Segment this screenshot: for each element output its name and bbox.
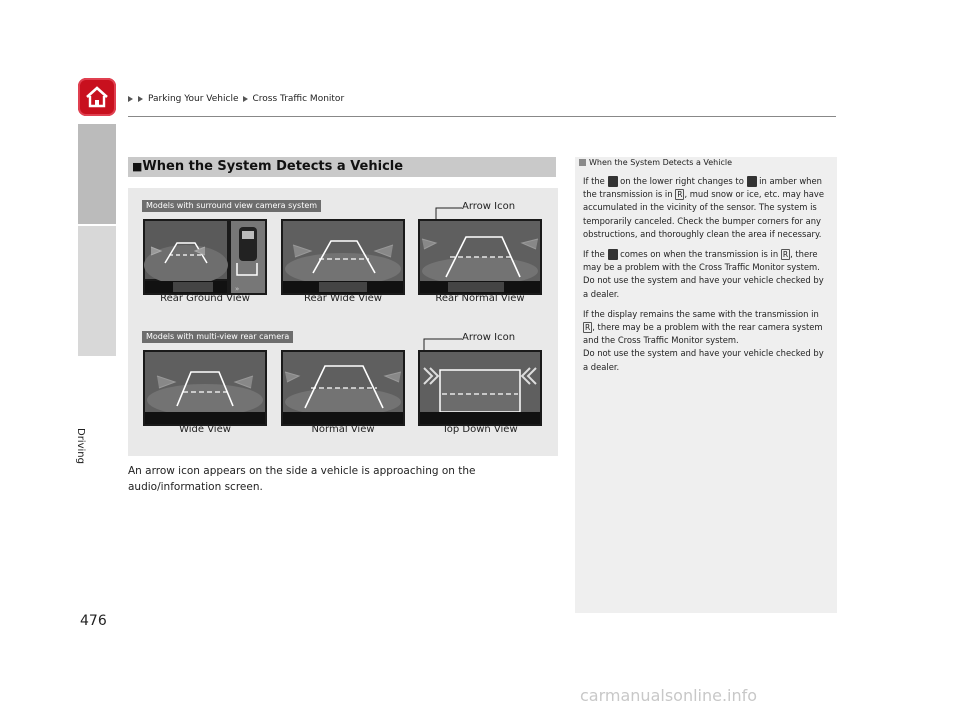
sidebar-section-label: Driving [75, 428, 86, 464]
note-heading-text: When the System Detects a Vehicle [589, 158, 733, 167]
section-heading: ■When the System Detects a Vehicle [128, 157, 556, 177]
view-label: Rear Ground View [160, 293, 250, 304]
note-text: If the [583, 249, 605, 260]
view-label: Top Down View [442, 424, 518, 435]
warning-indicator-icon [608, 249, 618, 260]
note-text: in amber when the transmission is in [583, 176, 822, 200]
note-body [583, 175, 829, 381]
note-text: on the lower right changes to [620, 176, 744, 186]
note-text: If the [583, 176, 605, 186]
breadcrumb-item[interactable]: Cross Traffic Monitor [252, 94, 345, 104]
note-text: If the display remains the same with the transmission in [583, 308, 819, 319]
svg-text:»: » [235, 285, 240, 293]
home-icon[interactable] [78, 78, 116, 116]
view-label: Rear Normal View [435, 293, 525, 304]
wide-view-screen [143, 350, 267, 426]
view-label: Normal View [311, 424, 375, 435]
note-text: comes on when the transmission is in [620, 249, 779, 260]
note-heading [579, 158, 732, 167]
house-icon [83, 83, 111, 111]
arrow-icon-label: Arrow Icon [462, 201, 516, 212]
sidebar-tab-dark [78, 124, 116, 224]
sensor-icon [608, 176, 618, 187]
section-title: When the System Detects a Vehicle [142, 159, 404, 174]
rear-ground-view-screen [143, 219, 267, 295]
rear-normal-view-screen [418, 219, 542, 295]
header-divider [128, 116, 836, 117]
breadcrumb-arrow-icon [243, 96, 248, 102]
page-number: 476 [80, 613, 107, 629]
note-text: , mud snow or ice, etc. may have accumulated in the vicinity of the sensor. The system is temporarily canceled. Check the bumper corners for any obstructions, and thoroughly clean the area if necessary. [583, 189, 824, 239]
sensor-off-icon [747, 176, 757, 187]
reverse-key: R [782, 250, 789, 260]
multiview-models-tag: Models with multi-view rear camera [142, 331, 293, 343]
reverse-key: R [677, 190, 683, 200]
note-text: , there may be a problem with the Cross Traffic Monitor system. Do not use the system and have your vehicle checked by a dealer. [583, 249, 824, 299]
rear-wide-view-screen [281, 219, 405, 295]
note-text: Do not use the system and have your vehicle checked by a dealer. [583, 348, 824, 372]
view-label: Rear Wide View [304, 293, 382, 304]
normal-view-screen [281, 350, 405, 426]
top-down-view-screen [418, 350, 542, 426]
watermark: carmanualsonline.info [580, 686, 758, 705]
arrow-icon-label: Arrow Icon [462, 332, 516, 343]
breadcrumb-item[interactable]: Parking Your Vehicle [148, 94, 239, 104]
view-label: Wide View [179, 424, 231, 435]
body-paragraph: An arrow icon appears on the side a vehicle is approaching on the audio/information screen. [128, 465, 476, 493]
breadcrumb [128, 94, 344, 104]
sidebar-tab-light [78, 226, 116, 356]
note-marker-icon [579, 159, 586, 166]
breadcrumb-arrow-icon [128, 96, 133, 102]
breadcrumb-arrow-icon [138, 96, 143, 102]
reverse-key: R [585, 323, 591, 333]
surround-models-tag: Models with surround view camera system [142, 200, 321, 212]
note-text: , there may be a problem with the rear camera system and the Cross Traffic Monitor system. [583, 322, 823, 346]
